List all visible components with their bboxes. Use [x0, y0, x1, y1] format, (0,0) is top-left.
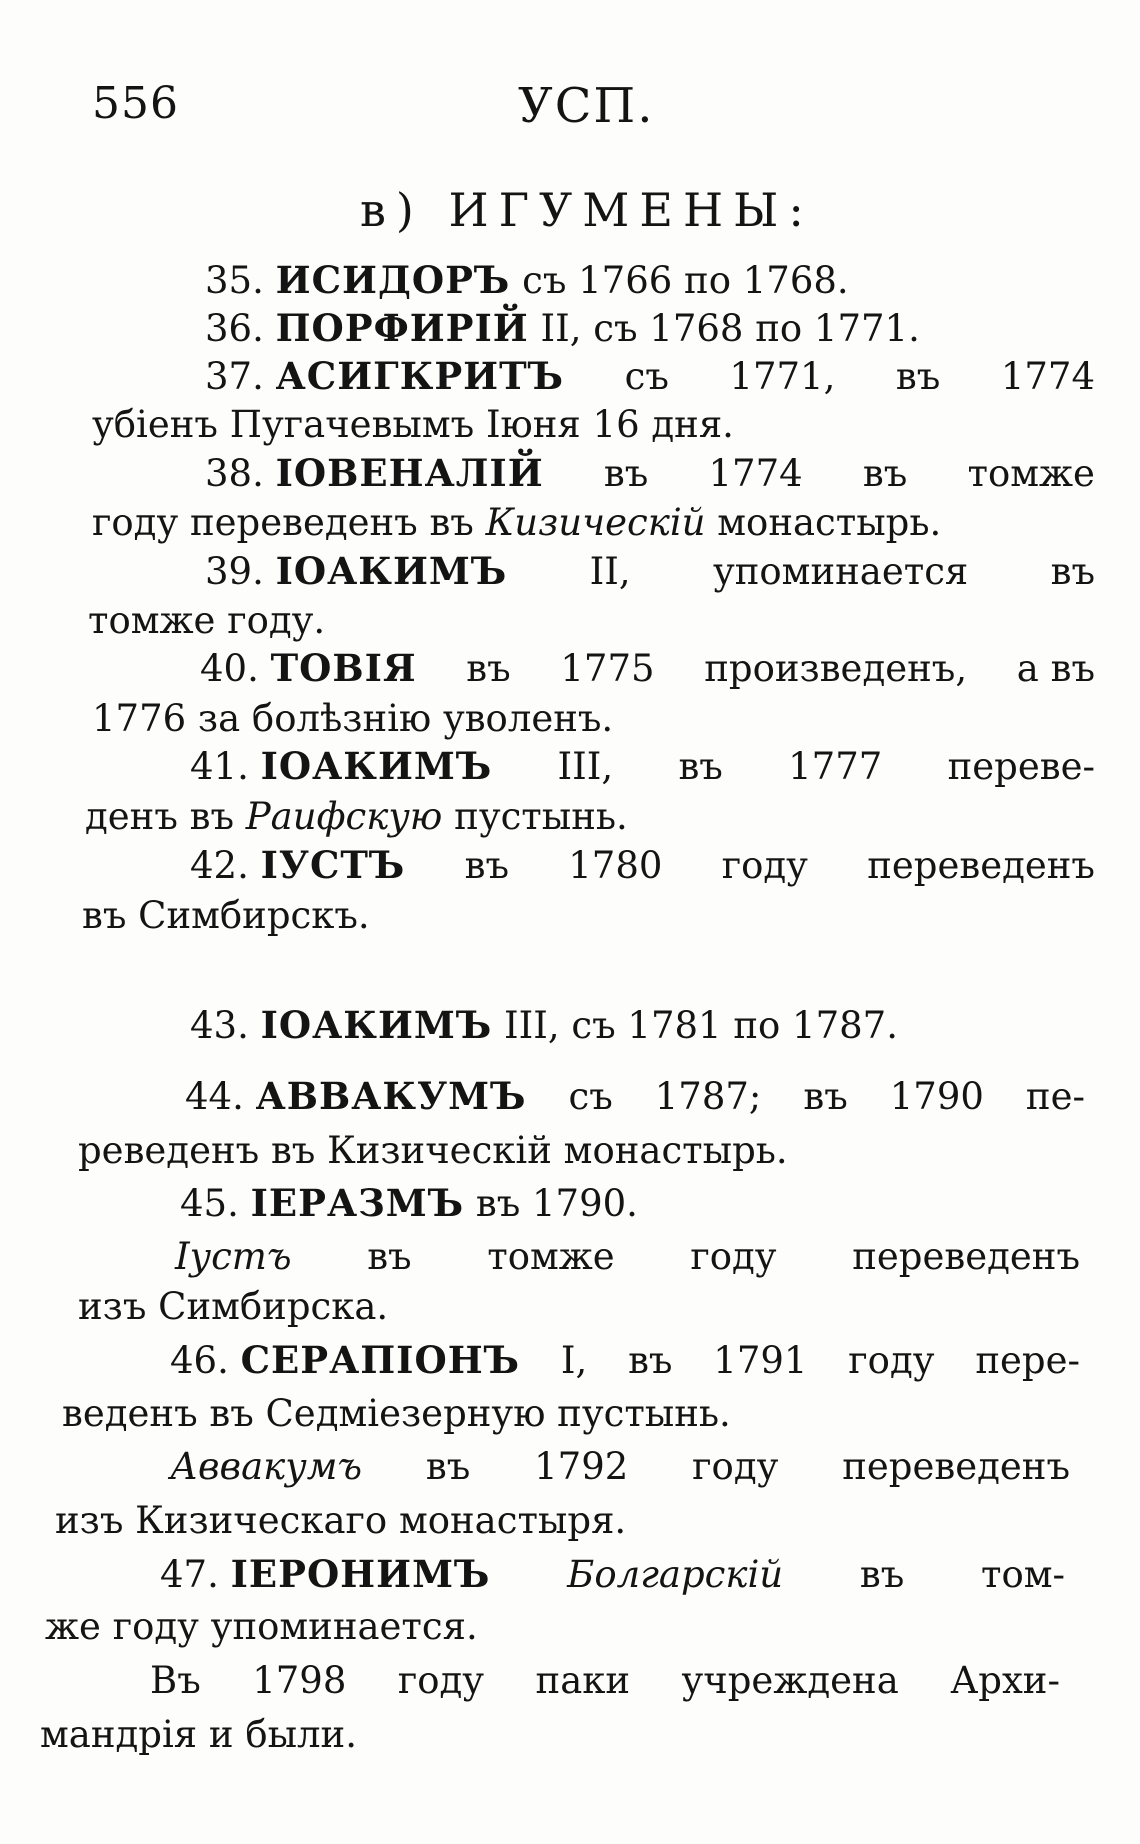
entry-text: въ 1790.: [475, 1182, 638, 1225]
entry-text: съ 1766 по 1768.: [522, 259, 849, 302]
italic-text: Кизическій: [485, 501, 706, 544]
note-avvakum-cont: изъ Кизическаго монастыря.: [55, 1499, 627, 1542]
entry-name: ІЕРАЗМЪ: [250, 1181, 465, 1225]
running-head: УСП.: [518, 78, 655, 134]
word: том-: [980, 1553, 1065, 1596]
word: 1790: [889, 1075, 984, 1118]
entry-45: [180, 1181, 638, 1225]
word: въ: [464, 844, 509, 887]
entry-47-cont: же году упоминается.: [45, 1605, 478, 1648]
word: 1771,: [729, 355, 836, 398]
word: году: [721, 844, 808, 887]
word: переведенъ: [852, 1235, 1080, 1278]
entry-number: 42.: [190, 844, 249, 887]
word: году: [692, 1445, 779, 1488]
word: I,: [560, 1339, 588, 1382]
word: году: [397, 1659, 485, 1702]
entry-44: [185, 1074, 1085, 1118]
entry-39: [205, 549, 1095, 593]
entry-40-cont: 1776 за болѣзнію уволенъ.: [92, 697, 614, 740]
entry-44-cont: реведенъ въ Кизическій монастырь.: [78, 1129, 788, 1172]
entry-name: ІОАКИМЪ: [275, 549, 508, 593]
word: съ: [624, 355, 669, 398]
entry-38: [205, 451, 1095, 495]
final-paragraph: [150, 1659, 1060, 1702]
entry-37: [205, 354, 1095, 398]
italic-text: Болгарскій: [567, 1553, 784, 1596]
word: паки: [535, 1659, 631, 1702]
entry-name: ІОВЕНАЛІЙ: [275, 451, 544, 495]
entry-41-cont: [85, 795, 628, 838]
word: въ: [367, 1235, 412, 1278]
word: пе-: [1025, 1075, 1085, 1118]
text: пустынь.: [454, 795, 628, 838]
entry-43: [190, 1003, 898, 1047]
word: произведенъ,: [704, 647, 968, 690]
entry-39-cont: томже году.: [88, 599, 326, 642]
entry-text: III, съ 1781 по 1787.: [504, 1004, 898, 1047]
word: III,: [557, 745, 614, 788]
word: году: [848, 1339, 935, 1382]
word: году: [690, 1235, 777, 1278]
entry-number: 43.: [190, 1004, 249, 1047]
word: въ: [862, 452, 908, 495]
entry-42-cont: въ Симбирскъ.: [82, 894, 370, 937]
word: 1774: [1000, 355, 1095, 398]
entry-number: 37.: [205, 355, 264, 398]
entry-name: ТОВІЯ: [270, 646, 417, 690]
word: учреждена: [681, 1659, 899, 1702]
note-iust-cont: изъ Симбирска.: [78, 1285, 389, 1328]
entry-46: [170, 1338, 1080, 1382]
word: переве-: [947, 745, 1095, 788]
word: 1798: [252, 1659, 347, 1702]
entry-40: [200, 646, 1095, 690]
word: въ: [603, 452, 649, 495]
entry-number: 38.: [205, 452, 264, 495]
entry-38-cont: [92, 501, 942, 544]
word: въ: [425, 1445, 471, 1488]
word: пере-: [975, 1339, 1080, 1382]
entry-number: 35.: [205, 259, 264, 302]
entry-42: [190, 843, 1095, 887]
entry-name: ІУСТЪ: [260, 843, 406, 887]
word: Архи-: [950, 1659, 1060, 1702]
entry-name: АСИГКРИТЪ: [275, 354, 565, 398]
entry-name: ІОАКИМЪ: [260, 744, 493, 788]
entry-name: СЕРАПІОНЪ: [240, 1338, 521, 1382]
note-iust: [175, 1235, 1080, 1278]
word: въ: [678, 745, 723, 788]
text: году переведенъ въ: [92, 501, 474, 544]
word: упоминается: [712, 550, 969, 593]
word: въ: [895, 355, 941, 398]
word: въ: [1050, 550, 1095, 593]
word: переведенъ: [867, 844, 1095, 887]
entry-number: 47.: [160, 1553, 219, 1596]
entry-name: ІОАКИМЪ: [260, 1003, 493, 1047]
italic-name: Аввакумъ: [170, 1445, 363, 1488]
word: II,: [589, 550, 631, 593]
entry-35: [205, 258, 849, 302]
entry-text: II, съ 1768 по 1771.: [540, 307, 920, 350]
italic-name: Іустъ: [175, 1235, 292, 1278]
entry-name: ПОРФИРІЙ: [275, 306, 529, 350]
word: 1775: [560, 647, 655, 690]
word: въ: [803, 1075, 848, 1118]
entry-number: 40.: [200, 647, 259, 690]
entry-37-cont: убіенъ Пугачевымъ Іюня 16 дня.: [92, 403, 734, 446]
word: переведенъ: [842, 1445, 1070, 1488]
word: Въ: [150, 1659, 201, 1702]
text: монастырь.: [717, 501, 942, 544]
word: съ: [568, 1075, 613, 1118]
entry-number: 39.: [205, 550, 264, 593]
word: 1777: [788, 745, 883, 788]
word: а въ: [1016, 647, 1095, 690]
entry-name: АВВАКУМЪ: [255, 1074, 527, 1118]
entry-number: 36.: [205, 307, 264, 350]
word: 1780: [568, 844, 663, 887]
word: томже: [967, 452, 1095, 495]
word: въ: [628, 1339, 673, 1382]
entry-name: ІЕРОНИМЪ: [230, 1552, 491, 1596]
final-paragraph-cont: мандрія и были.: [40, 1713, 357, 1756]
section-heading: в) ИГУМЕНЫ:: [360, 183, 814, 237]
word: 1787;: [654, 1075, 762, 1118]
entry-47: [160, 1552, 1065, 1596]
word: томже: [487, 1235, 615, 1278]
page-number: 556: [92, 78, 179, 129]
note-avvakum: [170, 1445, 1070, 1488]
entry-number: 44.: [185, 1075, 244, 1118]
entry-46-cont: веденъ въ Седміезерную пустынь.: [62, 1392, 731, 1435]
entry-name: ИСИДОРЪ: [275, 258, 511, 302]
word: 1774: [708, 452, 803, 495]
word: 1791: [713, 1339, 808, 1382]
entry-number: 46.: [170, 1339, 229, 1382]
entry-41: [190, 744, 1095, 788]
text: денъ въ: [85, 795, 235, 838]
word: въ: [466, 647, 511, 690]
entry-number: 45.: [180, 1182, 239, 1225]
italic-text: Раифскую: [245, 795, 443, 838]
word: въ: [859, 1553, 905, 1596]
word: 1792: [534, 1445, 629, 1488]
entry-36: [205, 306, 920, 350]
entry-number: 41.: [190, 745, 249, 788]
